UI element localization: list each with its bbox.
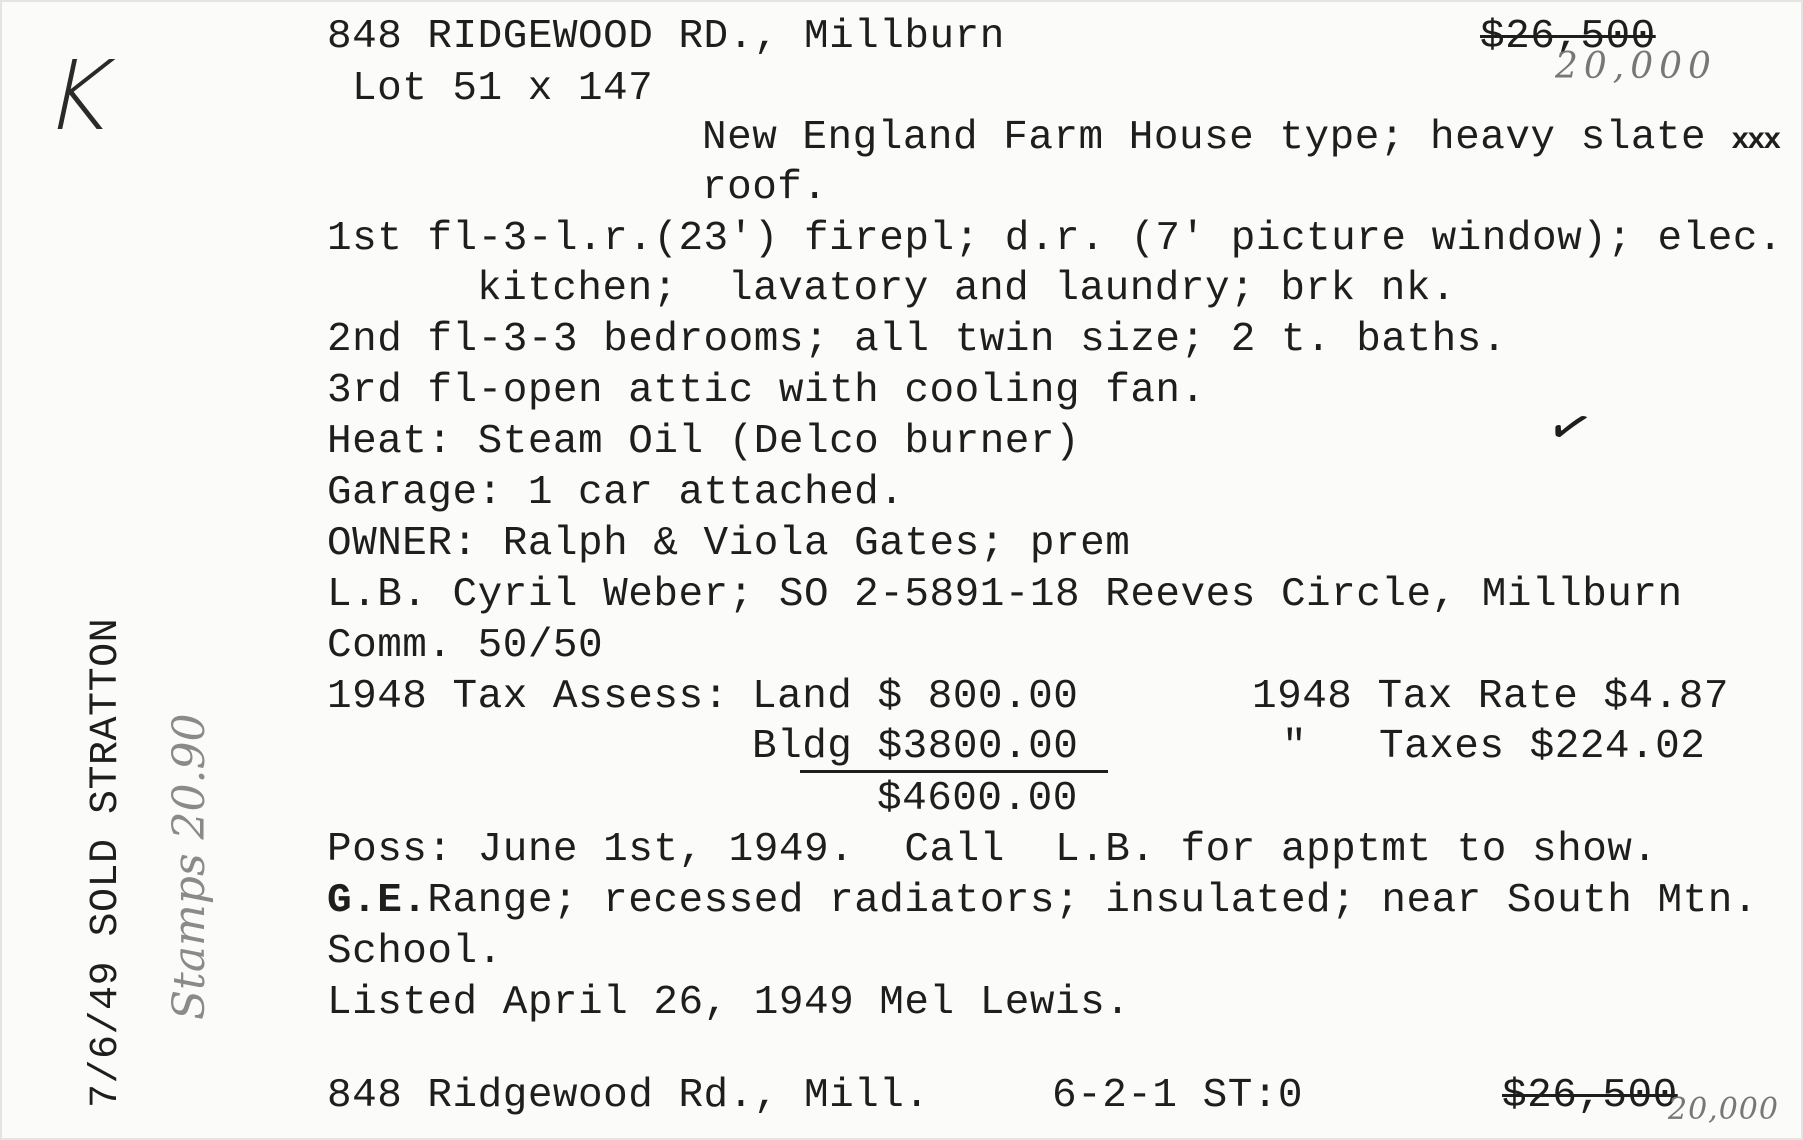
- typo-overstrike: xxx: [1731, 124, 1780, 158]
- tax-total: $4600.00: [877, 776, 1078, 822]
- tax-bldg: Bldg $3800.00: [752, 724, 1079, 770]
- garage: Garage: 1 car attached.: [327, 470, 905, 516]
- possession: Poss: June 1st, 1949. Call L.B. for apptmt to show.: [327, 827, 1658, 873]
- footer-address: 848 Ridgewood Rd., Mill.: [327, 1073, 930, 1119]
- heat: Heat: Steam Oil (Delco burner): [327, 419, 1081, 465]
- description-line-2: roof.: [702, 165, 828, 211]
- commission: Comm. 50/50: [327, 623, 604, 669]
- tax-assess-label: 1948 Tax Assess:: [327, 674, 729, 720]
- second-floor: 2nd fl-3-3 bedrooms; all twin size; 2 t. baths.: [327, 317, 1507, 363]
- footer-code: 6-2-1 ST:0: [1052, 1073, 1304, 1119]
- description-text: New England Farm House type; heavy slate: [702, 115, 1707, 161]
- third-floor: 3rd fl-open attic with cooling fan.: [327, 368, 1206, 414]
- features-line-2: School.: [327, 929, 503, 975]
- checkmark-icon: ✓: [1539, 392, 1600, 464]
- description-line-1: [702, 115, 1779, 164]
- header-price-original: $26,500: [1480, 14, 1656, 60]
- first-floor-line-1: 1st fl-3-l.r.(23') firepl; d.r. (7' picture window); elec.: [327, 216, 1784, 262]
- owner: OWNER: Ralph & Viola Gates; prem: [327, 521, 1131, 567]
- tax-ditto: ": [1282, 724, 1308, 770]
- tax-sum-rule: [800, 770, 1108, 773]
- margin-sold-note: 7/6/49 SOLD STRATTON: [84, 617, 129, 1108]
- listed: Listed April 26, 1949 Mel Lewis.: [327, 980, 1131, 1026]
- margin-stamps-note: Stamps 20.90: [164, 713, 215, 1020]
- lot-size: Lot 51 x 147: [352, 66, 654, 112]
- tax-rate: 1948 Tax Rate $4.87: [1252, 674, 1729, 720]
- features-text: Range; recessed radiators; insulated; near South Mtn.: [427, 878, 1758, 924]
- first-floor-line-2: kitchen; lavatory and laundry; brk nk.: [477, 266, 1457, 312]
- tax-taxes: Taxes $224.02: [1379, 724, 1706, 770]
- footer-price-original: $26,500: [1502, 1073, 1678, 1119]
- features-line-1: [327, 878, 1758, 924]
- ge-label: G.E.: [327, 878, 428, 924]
- listing-broker: L.B. Cyril Weber; SO 2-5891-18 Reeves Circle, Millburn: [327, 572, 1683, 618]
- header-price-revised: 20,000: [1555, 46, 1717, 87]
- header-address: 848 RIDGEWOOD RD., Millburn: [327, 14, 1005, 60]
- footer-price-revised: 20,000: [1668, 1092, 1779, 1127]
- corner-mark: K: [36, 40, 123, 152]
- tax-land: Land $ 800.00: [752, 674, 1079, 720]
